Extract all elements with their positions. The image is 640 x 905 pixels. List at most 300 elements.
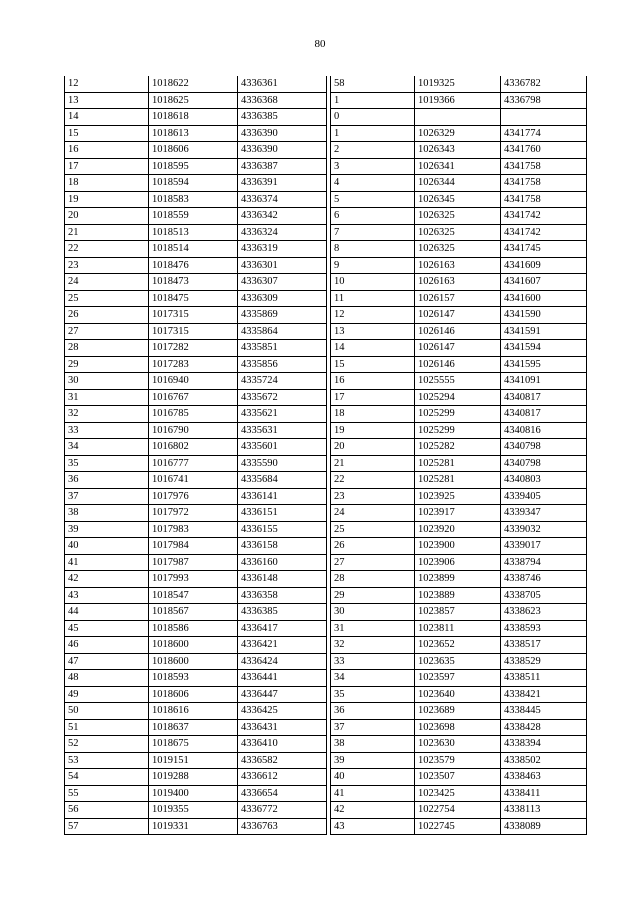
x-coordinate-cell: 1026344 xyxy=(415,175,501,192)
point-number-cell: 22 xyxy=(65,241,149,258)
y-coordinate-cell: 4336612 xyxy=(238,769,327,786)
y-coordinate-cell: 4338089 xyxy=(501,818,587,835)
y-coordinate-cell: 4335631 xyxy=(238,422,327,439)
table-row xyxy=(331,422,587,439)
x-coordinate-cell: 1016777 xyxy=(149,455,238,472)
point-number-cell: 9 xyxy=(331,257,415,274)
y-coordinate-cell: 4336582 xyxy=(238,752,327,769)
x-coordinate-cell: 1018637 xyxy=(149,719,238,736)
y-coordinate-cell: 4335621 xyxy=(238,406,327,423)
x-coordinate-cell: 1018618 xyxy=(149,109,238,126)
table-row xyxy=(331,587,587,604)
point-number-cell: 38 xyxy=(331,736,415,753)
table-row xyxy=(331,92,587,109)
y-coordinate-cell: 4341591 xyxy=(501,323,587,340)
x-coordinate-cell: 1023811 xyxy=(415,620,501,637)
table-row xyxy=(65,653,327,670)
point-number-cell: 16 xyxy=(331,373,415,390)
point-number-cell: 34 xyxy=(65,439,149,456)
x-coordinate-cell: 1023597 xyxy=(415,670,501,687)
table-row xyxy=(331,175,587,192)
point-number-cell: 38 xyxy=(65,505,149,522)
table-row xyxy=(65,307,327,324)
x-coordinate-cell: 1026345 xyxy=(415,191,501,208)
table-row xyxy=(331,274,587,291)
y-coordinate-cell: 4336385 xyxy=(238,109,327,126)
right-table-body xyxy=(331,76,587,835)
x-coordinate-cell: 1017282 xyxy=(149,340,238,357)
y-coordinate-cell: 4336424 xyxy=(238,653,327,670)
table-row xyxy=(331,142,587,159)
x-coordinate-cell: 1017993 xyxy=(149,571,238,588)
x-coordinate-cell: 1023640 xyxy=(415,686,501,703)
table-row xyxy=(331,439,587,456)
x-coordinate-cell: 1023900 xyxy=(415,538,501,555)
table-row xyxy=(65,191,327,208)
y-coordinate-cell: 4335684 xyxy=(238,472,327,489)
y-coordinate-cell: 4338445 xyxy=(501,703,587,720)
point-number-cell: 11 xyxy=(331,290,415,307)
table-row xyxy=(331,208,587,225)
table-row xyxy=(65,224,327,241)
table-row xyxy=(331,323,587,340)
table-row xyxy=(65,818,327,835)
y-coordinate-cell: 4341594 xyxy=(501,340,587,357)
y-coordinate-cell: 4335601 xyxy=(238,439,327,456)
y-coordinate-cell: 4339347 xyxy=(501,505,587,522)
y-coordinate-cell: 4338623 xyxy=(501,604,587,621)
point-number-cell: 30 xyxy=(331,604,415,621)
x-coordinate-cell: 1023689 xyxy=(415,703,501,720)
table-row xyxy=(65,785,327,802)
point-number-cell: 23 xyxy=(331,488,415,505)
point-number-cell: 56 xyxy=(65,802,149,819)
y-coordinate-cell: 4336390 xyxy=(238,125,327,142)
point-number-cell: 15 xyxy=(65,125,149,142)
y-coordinate-cell: 4341758 xyxy=(501,175,587,192)
table-row xyxy=(331,521,587,538)
x-coordinate-cell: 1018622 xyxy=(149,76,238,92)
table-row xyxy=(331,109,587,126)
x-coordinate-cell: 1026341 xyxy=(415,158,501,175)
x-coordinate-cell: 1023925 xyxy=(415,488,501,505)
table-row xyxy=(65,340,327,357)
point-number-cell: 47 xyxy=(65,653,149,670)
point-number-cell: 29 xyxy=(331,587,415,604)
point-number-cell: 33 xyxy=(331,653,415,670)
y-coordinate-cell: 4336301 xyxy=(238,257,327,274)
point-number-cell: 19 xyxy=(65,191,149,208)
x-coordinate-cell: 1022754 xyxy=(415,802,501,819)
point-number-cell: 32 xyxy=(331,637,415,654)
table-row xyxy=(65,554,327,571)
table-row xyxy=(331,554,587,571)
point-number-cell: 37 xyxy=(65,488,149,505)
point-number-cell: 4 xyxy=(331,175,415,192)
point-number-cell: 54 xyxy=(65,769,149,786)
table-row xyxy=(331,191,587,208)
x-coordinate-cell: 1016741 xyxy=(149,472,238,489)
point-number-cell: 20 xyxy=(65,208,149,225)
x-coordinate-cell: 1025282 xyxy=(415,439,501,456)
y-coordinate-cell: 4340817 xyxy=(501,389,587,406)
x-coordinate-cell: 1019355 xyxy=(149,802,238,819)
x-coordinate-cell: 1025299 xyxy=(415,406,501,423)
point-number-cell: 36 xyxy=(65,472,149,489)
point-number-cell: 22 xyxy=(331,472,415,489)
point-number-cell: 24 xyxy=(65,274,149,291)
point-number-cell: 33 xyxy=(65,422,149,439)
x-coordinate-cell: 1018606 xyxy=(149,142,238,159)
y-coordinate-cell: 4336385 xyxy=(238,604,327,621)
y-coordinate-cell: 4341742 xyxy=(501,208,587,225)
x-coordinate-cell: 1023698 xyxy=(415,719,501,736)
table-row xyxy=(331,670,587,687)
point-number-cell: 53 xyxy=(65,752,149,769)
point-number-cell: 2 xyxy=(331,142,415,159)
table-row xyxy=(65,670,327,687)
x-coordinate-cell: 1018625 xyxy=(149,92,238,109)
table-row xyxy=(65,571,327,588)
y-coordinate-cell: 4336447 xyxy=(238,686,327,703)
y-coordinate-cell: 4338428 xyxy=(501,719,587,736)
y-coordinate-cell: 4338421 xyxy=(501,686,587,703)
x-coordinate-cell: 1023920 xyxy=(415,521,501,538)
point-number-cell: 14 xyxy=(65,109,149,126)
y-coordinate-cell: 4336390 xyxy=(238,142,327,159)
point-number-cell: 41 xyxy=(65,554,149,571)
x-coordinate-cell: 1019331 xyxy=(149,818,238,835)
point-number-cell: 0 xyxy=(331,109,415,126)
table-row xyxy=(331,686,587,703)
x-coordinate-cell: 1018600 xyxy=(149,637,238,654)
point-number-cell: 49 xyxy=(65,686,149,703)
x-coordinate-cell: 1026146 xyxy=(415,356,501,373)
point-number-cell: 51 xyxy=(65,719,149,736)
x-coordinate-cell: 1026146 xyxy=(415,323,501,340)
x-coordinate-cell: 1019151 xyxy=(149,752,238,769)
point-number-cell: 26 xyxy=(65,307,149,324)
y-coordinate-cell: 4336151 xyxy=(238,505,327,522)
y-coordinate-cell: 4341745 xyxy=(501,241,587,258)
x-coordinate-cell: 1019366 xyxy=(415,92,501,109)
point-number-cell: 18 xyxy=(331,406,415,423)
table-row xyxy=(65,92,327,109)
y-coordinate-cell: 4336158 xyxy=(238,538,327,555)
x-coordinate-cell: 1017984 xyxy=(149,538,238,555)
table-row xyxy=(331,620,587,637)
point-number-cell: 58 xyxy=(331,76,415,92)
x-coordinate-cell xyxy=(415,109,501,126)
y-coordinate-cell: 4340817 xyxy=(501,406,587,423)
x-coordinate-cell: 1023630 xyxy=(415,736,501,753)
table-row xyxy=(331,290,587,307)
y-coordinate-cell: 4335590 xyxy=(238,455,327,472)
y-coordinate-cell: 4339017 xyxy=(501,538,587,555)
point-number-cell: 45 xyxy=(65,620,149,637)
table-row xyxy=(331,505,587,522)
point-number-cell: 29 xyxy=(65,356,149,373)
x-coordinate-cell: 1016785 xyxy=(149,406,238,423)
x-coordinate-cell: 1026325 xyxy=(415,241,501,258)
y-coordinate-cell xyxy=(501,109,587,126)
x-coordinate-cell: 1018513 xyxy=(149,224,238,241)
table-row xyxy=(65,76,327,92)
table-row xyxy=(331,76,587,92)
x-coordinate-cell: 1019325 xyxy=(415,76,501,92)
x-coordinate-cell: 1026325 xyxy=(415,208,501,225)
table-row xyxy=(65,686,327,703)
x-coordinate-cell: 1018606 xyxy=(149,686,238,703)
y-coordinate-cell: 4341091 xyxy=(501,373,587,390)
point-number-cell: 23 xyxy=(65,257,149,274)
y-coordinate-cell: 4336782 xyxy=(501,76,587,92)
table-row xyxy=(65,389,327,406)
table-row xyxy=(65,406,327,423)
x-coordinate-cell: 1018586 xyxy=(149,620,238,637)
x-coordinate-cell: 1023635 xyxy=(415,653,501,670)
y-coordinate-cell: 4341590 xyxy=(501,307,587,324)
y-coordinate-cell: 4338394 xyxy=(501,736,587,753)
x-coordinate-cell: 1026329 xyxy=(415,125,501,142)
y-coordinate-cell: 4336387 xyxy=(238,158,327,175)
table-row xyxy=(331,340,587,357)
table-row xyxy=(65,505,327,522)
y-coordinate-cell: 4336160 xyxy=(238,554,327,571)
y-coordinate-cell: 4338794 xyxy=(501,554,587,571)
y-coordinate-cell: 4340798 xyxy=(501,455,587,472)
y-coordinate-cell: 4336342 xyxy=(238,208,327,225)
y-coordinate-cell: 4338517 xyxy=(501,637,587,654)
x-coordinate-cell: 1023652 xyxy=(415,637,501,654)
x-coordinate-cell: 1023906 xyxy=(415,554,501,571)
point-number-cell: 37 xyxy=(331,719,415,736)
x-coordinate-cell: 1017315 xyxy=(149,307,238,324)
table-row xyxy=(331,472,587,489)
y-coordinate-cell: 4335856 xyxy=(238,356,327,373)
x-coordinate-cell: 1023899 xyxy=(415,571,501,588)
x-coordinate-cell: 1026163 xyxy=(415,274,501,291)
point-number-cell: 15 xyxy=(331,356,415,373)
point-number-cell: 7 xyxy=(331,224,415,241)
x-coordinate-cell: 1018547 xyxy=(149,587,238,604)
table-row xyxy=(65,109,327,126)
y-coordinate-cell: 4341758 xyxy=(501,158,587,175)
x-coordinate-cell: 1026157 xyxy=(415,290,501,307)
point-number-cell: 16 xyxy=(65,142,149,159)
table-row xyxy=(65,703,327,720)
y-coordinate-cell: 4341742 xyxy=(501,224,587,241)
table-row xyxy=(65,373,327,390)
point-number-cell: 57 xyxy=(65,818,149,835)
table-row xyxy=(331,488,587,505)
table-row xyxy=(65,719,327,736)
table-row xyxy=(65,637,327,654)
x-coordinate-cell: 1023857 xyxy=(415,604,501,621)
point-number-cell: 46 xyxy=(65,637,149,654)
point-number-cell: 25 xyxy=(65,290,149,307)
point-number-cell: 55 xyxy=(65,785,149,802)
table-row xyxy=(331,307,587,324)
y-coordinate-cell: 4335864 xyxy=(238,323,327,340)
table-row xyxy=(331,653,587,670)
x-coordinate-cell: 1018514 xyxy=(149,241,238,258)
x-coordinate-cell: 1025555 xyxy=(415,373,501,390)
y-coordinate-cell: 4336324 xyxy=(238,224,327,241)
table-row xyxy=(65,604,327,621)
table-row xyxy=(65,620,327,637)
point-number-cell: 5 xyxy=(331,191,415,208)
x-coordinate-cell: 1017283 xyxy=(149,356,238,373)
y-coordinate-cell: 4338463 xyxy=(501,769,587,786)
x-coordinate-cell: 1016802 xyxy=(149,439,238,456)
point-number-cell: 39 xyxy=(65,521,149,538)
y-coordinate-cell: 4338705 xyxy=(501,587,587,604)
point-number-cell: 14 xyxy=(331,340,415,357)
x-coordinate-cell: 1022745 xyxy=(415,818,501,835)
y-coordinate-cell: 4336374 xyxy=(238,191,327,208)
point-number-cell: 1 xyxy=(331,125,415,142)
point-number-cell: 27 xyxy=(65,323,149,340)
point-number-cell: 20 xyxy=(331,439,415,456)
point-number-cell: 40 xyxy=(65,538,149,555)
point-number-cell: 13 xyxy=(331,323,415,340)
y-coordinate-cell: 4336148 xyxy=(238,571,327,588)
table-row xyxy=(331,637,587,654)
point-number-cell: 13 xyxy=(65,92,149,109)
x-coordinate-cell: 1018559 xyxy=(149,208,238,225)
y-coordinate-cell: 4336358 xyxy=(238,587,327,604)
point-number-cell: 12 xyxy=(65,76,149,92)
y-coordinate-cell: 4336155 xyxy=(238,521,327,538)
table-row xyxy=(331,736,587,753)
y-coordinate-cell: 4338411 xyxy=(501,785,587,802)
point-number-cell: 25 xyxy=(331,521,415,538)
y-coordinate-cell: 4336798 xyxy=(501,92,587,109)
y-coordinate-cell: 4339405 xyxy=(501,488,587,505)
x-coordinate-cell: 1025281 xyxy=(415,455,501,472)
x-coordinate-cell: 1023507 xyxy=(415,769,501,786)
table-row xyxy=(331,455,587,472)
table-row xyxy=(331,604,587,621)
y-coordinate-cell: 4336431 xyxy=(238,719,327,736)
y-coordinate-cell: 4336309 xyxy=(238,290,327,307)
y-coordinate-cell: 4336425 xyxy=(238,703,327,720)
x-coordinate-cell: 1026343 xyxy=(415,142,501,159)
point-number-cell: 42 xyxy=(65,571,149,588)
table-row xyxy=(65,752,327,769)
point-number-cell: 39 xyxy=(331,752,415,769)
point-number-cell: 12 xyxy=(331,307,415,324)
y-coordinate-cell: 4336441 xyxy=(238,670,327,687)
x-coordinate-cell: 1018567 xyxy=(149,604,238,621)
table-row xyxy=(65,472,327,489)
x-coordinate-cell: 1018473 xyxy=(149,274,238,291)
coordinate-tables xyxy=(64,76,586,846)
table-row xyxy=(65,323,327,340)
point-number-cell: 28 xyxy=(331,571,415,588)
point-number-cell: 52 xyxy=(65,736,149,753)
point-number-cell: 8 xyxy=(331,241,415,258)
x-coordinate-cell: 1016767 xyxy=(149,389,238,406)
y-coordinate-cell: 4338746 xyxy=(501,571,587,588)
table-row xyxy=(65,439,327,456)
y-coordinate-cell: 4336417 xyxy=(238,620,327,637)
table-row xyxy=(65,142,327,159)
y-coordinate-cell: 4341600 xyxy=(501,290,587,307)
y-coordinate-cell: 4340816 xyxy=(501,422,587,439)
table-row xyxy=(65,587,327,604)
point-number-cell: 43 xyxy=(331,818,415,835)
point-number-cell: 35 xyxy=(331,686,415,703)
table-row xyxy=(331,752,587,769)
table-row xyxy=(331,818,587,835)
table-row xyxy=(65,455,327,472)
table-row xyxy=(65,290,327,307)
table-row xyxy=(65,521,327,538)
table-row xyxy=(331,224,587,241)
y-coordinate-cell: 4341607 xyxy=(501,274,587,291)
point-number-cell: 36 xyxy=(331,703,415,720)
table-row xyxy=(331,257,587,274)
x-coordinate-cell: 1025281 xyxy=(415,472,501,489)
x-coordinate-cell: 1025299 xyxy=(415,422,501,439)
y-coordinate-cell: 4338529 xyxy=(501,653,587,670)
x-coordinate-cell: 1026147 xyxy=(415,307,501,324)
point-number-cell: 6 xyxy=(331,208,415,225)
x-coordinate-cell: 1018595 xyxy=(149,158,238,175)
point-number-cell: 26 xyxy=(331,538,415,555)
table-row xyxy=(65,208,327,225)
x-coordinate-cell: 1018600 xyxy=(149,653,238,670)
y-coordinate-cell: 4336361 xyxy=(238,76,327,92)
table-row xyxy=(65,274,327,291)
y-coordinate-cell: 4336410 xyxy=(238,736,327,753)
y-coordinate-cell: 4336307 xyxy=(238,274,327,291)
y-coordinate-cell: 4338502 xyxy=(501,752,587,769)
point-number-cell: 40 xyxy=(331,769,415,786)
table-row xyxy=(331,389,587,406)
y-coordinate-cell: 4335724 xyxy=(238,373,327,390)
table-row xyxy=(331,158,587,175)
point-number-cell: 21 xyxy=(65,224,149,241)
y-coordinate-cell: 4335851 xyxy=(238,340,327,357)
table-row xyxy=(65,175,327,192)
x-coordinate-cell: 1018593 xyxy=(149,670,238,687)
table-row xyxy=(65,538,327,555)
y-coordinate-cell: 4336141 xyxy=(238,488,327,505)
x-coordinate-cell: 1026325 xyxy=(415,224,501,241)
x-coordinate-cell: 1023425 xyxy=(415,785,501,802)
x-coordinate-cell: 1018675 xyxy=(149,736,238,753)
table-row xyxy=(331,769,587,786)
table-row xyxy=(331,373,587,390)
x-coordinate-cell: 1025294 xyxy=(415,389,501,406)
x-coordinate-cell: 1023917 xyxy=(415,505,501,522)
y-coordinate-cell: 4338113 xyxy=(501,802,587,819)
y-coordinate-cell: 4336391 xyxy=(238,175,327,192)
point-number-cell: 3 xyxy=(331,158,415,175)
x-coordinate-cell: 1016790 xyxy=(149,422,238,439)
x-coordinate-cell: 1023579 xyxy=(415,752,501,769)
right-coordinate-table xyxy=(330,76,587,835)
table-row xyxy=(65,125,327,142)
table-row xyxy=(65,736,327,753)
point-number-cell: 43 xyxy=(65,587,149,604)
point-number-cell: 17 xyxy=(65,158,149,175)
y-coordinate-cell: 4341595 xyxy=(501,356,587,373)
x-coordinate-cell: 1016940 xyxy=(149,373,238,390)
